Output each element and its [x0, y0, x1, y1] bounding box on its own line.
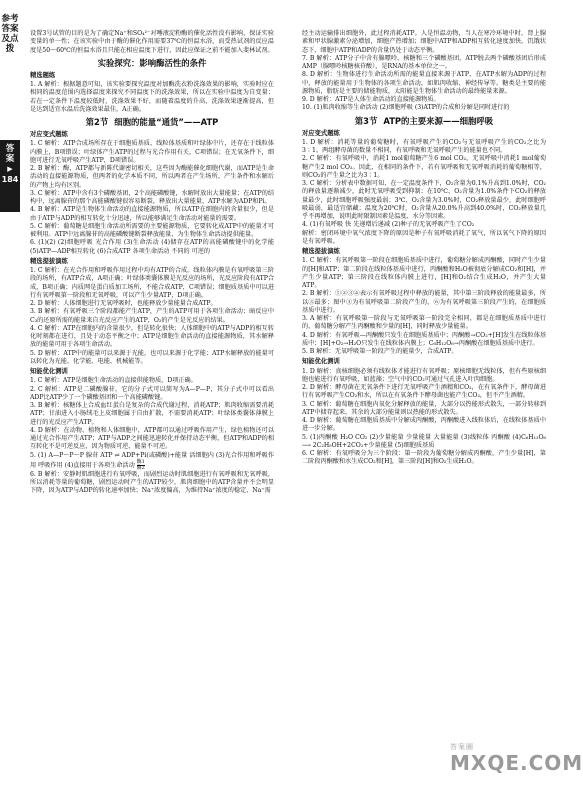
section-title: ATP的主要来源——细胞呼吸 — [383, 115, 494, 126]
section-number: 第2节 — [85, 117, 109, 127]
subheading: 对应变式题练 — [30, 131, 68, 138]
heading-experiment: 实验探究：影响酶活性的条件 — [97, 57, 207, 68]
subheading: 知能优化测训 — [302, 358, 340, 366]
answer-item: 5. (1)丙酮酸 H₂O CO₂ (2)少量能量 少量能量 大量能量 (3)线粒体 丙酮酸 (4)C₆H₁₂O₆ ⟶ 2C₂H₅OH+2CO₂+少量能量 (5)细胞质基质 — [302, 433, 546, 449]
answer-item: 2. D 解析：酵母菌在无氧条件下进行无氧呼吸产生酒精和CO₂，在有氧条件下，酵母菌进行有氧呼吸产生CO₂和水，所以在有氧条件下酵母菌也能产生CO₂，但不产生酒精。 — [302, 384, 546, 400]
answer-item: 10. (1)肌肉收缩等生命活动 (2)细胞呼吸 (3)ATP的合成和分解是同时进行的 — [302, 104, 510, 112]
subheading: 对应变式题练 — [302, 129, 340, 137]
answer-item: 6. (1)(2) (2)细胞呼吸 光合作用 (3)生命活动 (4)储存在ATP的高能磷酸键中的化学能 (5)ATP—ADP相互转化 (6)合成ATP 各项生命活动 不同的 可逆的 — [30, 239, 274, 255]
answer-item: 2. B 解析：①②③④表示有氧呼吸过程中释放的能量，其中第三阶段释放的能量最多，所以③最多；图中③为有氧呼吸第二阶段产生的，⑥为有氧呼吸第三阶段产生的，在细胞质基质中进行。 — [302, 290, 546, 314]
answer-item: 2. D 解析：人体细胞进行无氧呼吸时，也能释放少量能量合成ATP。 — [30, 300, 217, 307]
subheading: 知能优化测训 — [30, 368, 68, 375]
answer-item: 7. B 解析：ATP分子中含有腺嘌呤、核糖和三个磷酸基团，ATP脱去两个磷酸基团后形成AMP（腺嘌呤核糖核苷酸），是RNA的基本单位之一。 — [302, 54, 546, 70]
answer-item — [30, 452, 274, 471]
enzyme-fraction — [137, 460, 145, 471]
side-tab-label: 答案 — [5, 144, 15, 164]
answer-item: 3. A 解析：有氧呼吸第一阶段与无氧呼吸第一阶段完全相同，都是在细胞质基质中进行的，葡萄糖分解产生丙酮酸和少量的[H]，同时释放少量能量。 — [302, 315, 546, 331]
left-intro: 设置3号试管的目的是为了确定Na⁺和SO₄²⁻对唾液淀粉酶的催化活性没有影响，保证实验变量的单一性；在该实验中由于酶的催化作用需要37℃的恒温水浴，而受热试剂的反应温度是50～60℃的恒温水浴且只能在相应温度下进行，因此应保证之前不能加入斐林试剂。 — [30, 30, 274, 54]
answer-item: 2. B 解析：酶，ATP都与新陈代谢密切相关，这些因为酶能催化细胞代谢，而ATP是生命活动的直接能源物质，但两者的化学本质不同，所以两者在产生场所、产生条件和水解后的产物上均有区别。 — [30, 165, 274, 189]
answer-item: 5. C 解析：葡萄糖是细胞生命活动所需要的主要能源物质，它要转化成ATP中的能量才可被利用。ATP中远离腺苷的高能磷酸键断裂释放能量，为生物体生命活动提供能量。 — [30, 222, 274, 238]
right-intro: 经主动运输排出细胞外，此过程消耗ATP。人是恒温动物，当人在寒冷环境中时，肾上腺素和甲状腺激素分泌增加，细胞产热增加；细胞中ATP和ADP相互转化速度加快。饥饿状态下，细胞中ATP和ADP的含量仍处于动态平衡。 — [302, 30, 546, 54]
answer-item: 3. B 解析：核糖体上合成血红蛋白是复杂的合成代谢过程，消耗ATP；肌肉收缩需要消耗ATP；甘油进入小肠绒毛上皮细胞属于自由扩散，不需要消耗ATP；叶绿体类囊体薄膜上进行的光反应产生ATP。 — [30, 402, 274, 426]
answer-item: 4. D 解析：在动物、植物和人体细胞中，ATP都可以通过呼吸作用产生，绿色植物还可以通过光合作用产生ATP；ATP与ADP之间能迅速转化并保持动态平衡，但ATP和ADP的相互转化不是可逆反应，因为物质可逆、能量不可逆。 — [30, 426, 274, 451]
side-section-label: 参考答案及点拨 — [1, 14, 19, 54]
subheading: 精选提拔演练 — [302, 248, 340, 255]
section-heading-respiration — [302, 116, 546, 127]
subheading: 精选题练 — [30, 71, 56, 79]
answer-item: 4. D 解析：葡萄糖在细胞质基质中分解成丙酮酸，丙酮酸进入线粒体后，在线粒体基质中进一步分解。 — [302, 417, 546, 433]
answer-item: 9. D 解析：ATP是人体生命活动的直接能源物质。 — [302, 96, 440, 103]
answer-item: 2. C 解析：ATP是二磷酸腺苷，它的分子式可以简写为A—P—P，其分子式中可以看出ADP比ATP少了一个磷酸基团和一个高能磷酸键。 — [30, 385, 274, 401]
fraction-top: 酶1 — [136, 458, 145, 465]
answer-item: 1. D 解析：真核细胞必须有线粒体才能进行有氧呼吸；原核细胞无线粒体，但有些原核细胞也能进行有氧呼吸，如蓝藻；空气中的CO₂可通过气孔进入叶肉细胞。 — [302, 367, 546, 383]
answer-item: 5. B 解析：无氧呼吸第一阶段产生的能量少，合成ATP。 — [302, 348, 458, 355]
answer-item: 3. C 解析：葡萄糖在细胞内氧化分解释放的能量，大部分以热能形式散失，一部分转移到ATP中储存起来，其余的大部分能量则以热能的形式散失。 — [302, 400, 546, 416]
page-number: 184 — [1, 175, 19, 184]
section-title: 细胞的能量“通货”——ATP — [114, 117, 219, 127]
answer-item: 6. C 解析：有氧呼吸分为三个阶段：第一阶段为葡萄糖分解成丙酮酸，产生少量[H]，第二阶段丙酮酸和水生成CO₂和[H]，第三阶段[H]和O₂生成H₂O。 — [302, 450, 546, 466]
left-column — [30, 30, 274, 496]
answer-item: 1. C 解析：在光合作用和呼吸作用过程中均有ATP的合成。线粒体内膜是有氧呼吸第三阶段的场所，有ATP合成，A项正确；叶绿体类囊体膜是光反应的场所，光反应阶段有ATP合成，B项正确；内质网是蛋白质加工场所，不能合成ATP，C项错误；细胞质基质中可以进行有氧呼吸第一阶段和无氧呼吸，可以产生少量ATP，D项正确。 — [30, 267, 275, 299]
answer-item: 解析：密闭环境中氧气浓度下降的原因是种子有氧呼吸消耗了氧气，所以氧气下降的原因是有氧呼吸。 — [302, 229, 546, 245]
answer-item: 4. (1)有氧呼吸 快 先递增后递减 (2)种子的无氧呼吸产生了CO₂ — [302, 221, 475, 229]
answer-item: 1. A 解析：根据题意可知，该实验要探究温度对加酶洗衣粉洗涤效果的影响，实验时应在相同的温度范围内选择温度来探究不同温度下的洗涤效果，所以在实验中温度为自变量；若在一定条件下温度较低时，洗涤效果不好，而随着温度的升高，洗涤效果逐渐提高，但是达到适宜水温后洗涤效果最佳，A正确。 — [30, 81, 274, 113]
subheading: 精选提拔演练 — [30, 257, 68, 265]
answer-text: 5. (1) A—P～P～P 腺苷 ATP ⇌ ADP+Pi(或磷酸)+能量 活细胞内 (3)光合作用和呼吸作用 呼吸作用 (4)直接用于各项生命活动 — [30, 451, 274, 469]
watermark-line2: MXQE.COM — [450, 751, 583, 775]
answer-item: 1. C 解析：有氧呼吸第一阶段在细胞质基质中进行，葡萄糖分解成丙酮酸，同时产生少量的[H]和ATP；第二阶段在线粒体基质中进行，丙酮酸和H₂O被彻底分解成CO₂和[H]，并产生少量ATP；第三阶段在线粒体内膜上进行，[H]和O₂结合生成H₂O，并产生大量ATP。 — [302, 257, 546, 289]
answer-item: 1. C 解析：ATP是细胞生命活动的直接供能物质，D项正确。 — [30, 377, 197, 385]
answer-item: 6. B 解析：安静时肌细胞进行有氧呼吸，而剧烈运动时肌细胞进行有氧呼吸和无氧呼吸，所以消耗等量的葡萄糖，剧烈运动时产生的ATP较少，肌肉细胞中的ATP含量并不会明显下降，因为ATP与ADP的转化速率加快；Na⁺浓度偏高，为维持Na⁺浓度的稳定，Na⁺需 — [30, 470, 274, 495]
answer-item: 5. D 解析：ATP中的能量可以来源于光能，也可以来源于化学能；ATP水解释放的能量可以转化为光能、化学能、电能、机械能等。 — [30, 349, 274, 365]
answer-item: 8. D 解析：生物体进行生命活动所需的能量直接来源于ATP，在ATP水解为ADP的过程中，释放的能量用于生物体的各项生命活动，如肌肉收缩、神经传导等。糖类是主要的能源物质，脂肪是主要的储能物质，太阳能是生物体生命活动的最终能量来源。 — [302, 71, 546, 95]
watermark-logo — [450, 742, 583, 782]
answer-item: 4. B 解析：ATP是生物体生命活动的直接能源物质，所以ATP在细胞内的含量很少，但是由于ATP与ADP的相互转化十分迅速，所以能够满足生命活动对能量的需要。 — [30, 206, 274, 222]
answer-item: 3. C 解析：ATP中含有3个磷酸基团，2个高能磷酸键，水解时放出大量能量；在ATP的结构中，远离腺苷的那个高能磷酸键很容易断裂，释放出大量能量，ATP水解为ADP和Pi。 — [30, 189, 274, 205]
answer-item: 4. D 解析：有氧呼吸—丙酮酸只发生在细胞质基质中；丙酮酸→CO₂+[H]发生在线粒体基质中；[H]+O₂→H₂O只发生在线粒体内膜上；C₆H₁₂O₆→丙酮酸在细胞质基质中进行。 — [302, 331, 546, 347]
fraction-bottom: 酶2 — [136, 464, 145, 471]
section-heading-atp — [30, 117, 274, 128]
tab-arrow-icon: ▶ — [7, 165, 13, 173]
answer-item: 2. C 解析：有氧呼吸中，消耗1 mol葡萄糖产生6 mol CO₂，无氧呼吸中消耗1 mol葡萄糖产生2 mol CO₂。因此，在相同的条件下，若有氧呼吸和无氧呼吸消耗的葡萄糖相等，则CO₂的产生量之比为3∶1。 — [302, 155, 546, 179]
answer-item: 1. D 解析：消耗等量的葡萄糖时，有氧呼吸产生的CO₂与无氧呼吸产生的CO₂之比为3∶1。两组酵母菌的数量不相同，有氧呼吸和无氧呼吸产生的能量也不同。 — [302, 138, 546, 154]
side-strip — [0, 0, 20, 792]
watermark-line1: 答案圈 — [450, 743, 474, 751]
answer-item: 1. C 解析：ATP合成场所存在于细胞质基质、线粒体基质和叶绿体中片，还存在于线粒体内膜上，B项错误；叶绿体产生ATP的过程与光合作用有关，C项错误；在无氧条件下，细胞可进行无氧呼吸产生ATP，D项错误。 — [30, 140, 274, 164]
side-answer-tab — [0, 140, 20, 212]
answer-item: 4. C 解析：ATP在细胞内的含量很少，但是转化很快；人体细胞中的ATP与ADP的相互转化时刻都在进行，且处于动态平衡之中；ATP是细胞生命活动的直接能源物质，其水解释放的能量可用于各项生命活动。 — [30, 324, 274, 349]
right-column — [302, 30, 546, 467]
section-number: 第3节 — [354, 115, 378, 126]
answer-item: 3. B 解析：有氧呼吸三个阶段都能产生ATP，产生的ATP可用于各项生命活动；暗反应中C₃的还原所需的能量来自光反应产生的ATP，O₂的产生是光反应的结果。 — [30, 308, 274, 324]
answer-item: 3. C 解析：分析表中数据可知，在一定温度条件下，O₂含量为0.1%升高到1.0%时，CO₂的释放量逐渐减少，此时无氧呼吸受到抑制；在10℃、O₂含量为1.0%条件下CO₂的释放量最少，此时细胞呼吸强度最弱；3℃、O₂含量为3.0%时，CO₂释放量最少，此时细胞呼吸最弱，最适宜储藏；温度为20℃时，O₂含量从20.0%升高到40.0%时，CO₂释放量几乎不再增加，说明此时限制因素是温度、水分等因素。 — [302, 180, 546, 220]
